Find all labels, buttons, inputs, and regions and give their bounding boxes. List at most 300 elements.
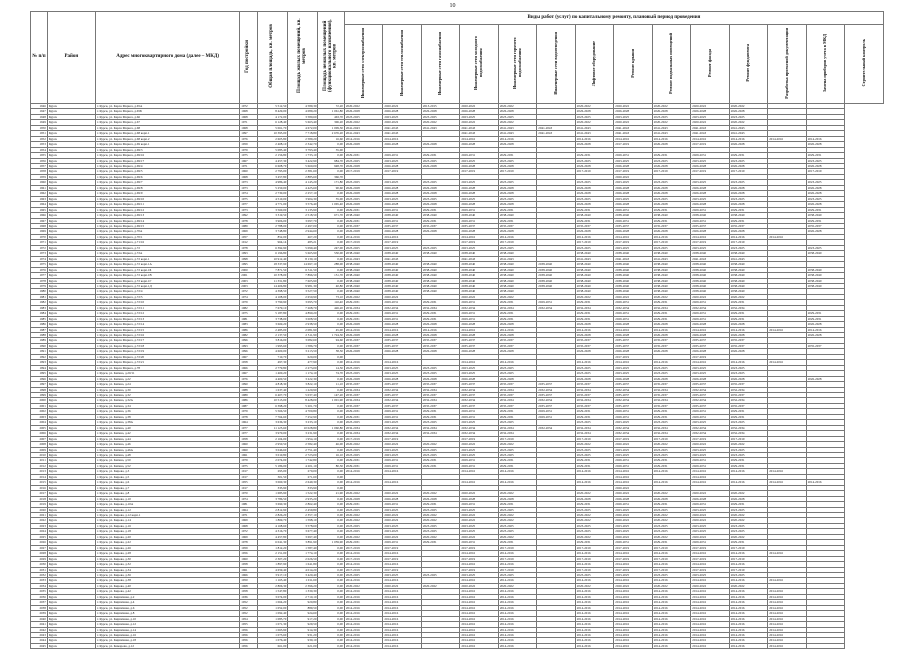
table-cell: 1 587,40 <box>288 545 318 550</box>
table-cell: 2014-2016 <box>383 578 421 583</box>
table-cell: 2020-2022 <box>691 518 729 523</box>
table-cell: 2026-2028 <box>575 142 613 147</box>
table-cell: 2003 <box>240 283 258 288</box>
table-cell: Курск <box>47 158 95 163</box>
table-cell: 2014-2016 <box>575 600 613 605</box>
table-cell: 2014-2016 <box>614 474 652 479</box>
table-cell: 4 700,80 <box>288 409 318 414</box>
table-cell: г. Курск, ул. Катина, д.36 <box>95 409 239 414</box>
table-cell: 1966 <box>240 572 258 577</box>
table-cell: 2 676,20 <box>318 131 344 136</box>
table-cell: 2020-2022 <box>691 512 729 517</box>
table-cell: 2026-2028 <box>575 191 613 196</box>
table-cell: 2 156,80 <box>258 153 288 158</box>
table-cell: 2007 <box>31 436 48 441</box>
table-cell: 2014-2016 <box>691 562 729 567</box>
table-cell: 2032-2034 <box>421 305 459 310</box>
table-cell: 2026-2028 <box>498 376 536 381</box>
table-cell: 2029-2031 <box>652 502 690 507</box>
table-cell: г. Курск, ул. Карла Маркса, д.72/5 <box>95 294 239 299</box>
table-cell: 0,00 <box>318 643 344 648</box>
table-cell: 0,00 <box>318 534 344 539</box>
table-cell: 7 268,70 <box>288 305 318 310</box>
table-cell: 6 128,40 <box>258 120 288 125</box>
table-cell: 4 201,10 <box>288 463 318 468</box>
table-cell: 2014-2016 <box>614 469 652 474</box>
table-cell: 2013-2015 <box>421 104 459 109</box>
table-cell: 2020-2022 <box>383 534 421 539</box>
table-cell: 1951 <box>31 131 48 136</box>
table-cell: 2020-2022 <box>575 518 613 523</box>
table-cell: 0,00 <box>318 632 344 637</box>
table-cell: 2032-2034 <box>575 431 613 436</box>
table-cell: 1968 <box>240 523 258 528</box>
table-cell: 2026-2028 <box>575 496 613 501</box>
table-cell: 2042 <box>31 627 48 632</box>
table-cell: 1954 <box>31 147 48 152</box>
table-cell: 2026-2028 <box>498 191 536 196</box>
table-cell: 2038-2040 <box>652 289 690 294</box>
table-cell: 2041-2043 <box>344 125 382 130</box>
table-cell: 2023-2025 <box>383 245 421 250</box>
table-cell: 1 522,30 <box>288 491 318 496</box>
table-cell: 2026-2028 <box>460 109 498 114</box>
table-cell: 2026-2028 <box>421 496 459 501</box>
table-cell: 1988 <box>31 333 48 338</box>
table-cell: 2023-2025 <box>614 507 652 512</box>
table-cell: 1 052,00 <box>258 605 288 610</box>
table-cell: 73,10 <box>318 294 344 299</box>
table-cell: 2035-2037 <box>691 382 729 387</box>
table-cell: 0,00 <box>318 431 344 436</box>
table-cell: 2035-2037 <box>498 393 536 398</box>
table-cell: 2020-2022 <box>421 534 459 539</box>
table-cell: 2014-2016 <box>691 551 729 556</box>
table-cell: г. Курск, ул. Карла Маркса, д.70/1 <box>95 234 239 239</box>
table-cell: 2014-2016 <box>691 605 729 610</box>
table-cell: 2023-2025 <box>383 196 421 201</box>
table-cell: 2 307,20 <box>258 556 288 561</box>
table-cell: 2017-2019 <box>344 169 382 174</box>
table-cell: 2017-2019 <box>575 240 613 245</box>
table-cell: 35,00 <box>318 196 344 201</box>
table-cell: Курск <box>47 262 95 267</box>
table-cell: 3 677,40 <box>288 529 318 534</box>
table-cell: 2023-2025 <box>652 180 690 185</box>
table-cell: 94,60 <box>318 338 344 343</box>
table-cell: г. Курск, ул. Карла Маркса, д.69/4 <box>95 163 239 168</box>
table-cell: 1 683,90 <box>258 491 288 496</box>
table-cell: 1 400,20 <box>258 371 288 376</box>
table-cell: 2038-2040 <box>344 278 382 283</box>
table-cell: г. Курск, ул. Карла Маркса, д.72/18 <box>95 343 239 348</box>
table-cell: 1994 <box>31 365 48 370</box>
table-cell: 5 660,00 <box>288 163 318 168</box>
table-cell: Курск <box>47 638 95 643</box>
table-cell: 2029-2031 <box>806 207 844 212</box>
table-cell: 2023-2025 <box>498 420 536 425</box>
table-cell: 2020-2022 <box>383 294 421 299</box>
table-cell: 2038-2040 <box>652 267 690 272</box>
table-cell: 2026-2028 <box>383 349 421 354</box>
table-cell: 1969 <box>240 534 258 539</box>
table-cell: 2014-2016 <box>768 632 806 637</box>
table-cell: Курск <box>47 180 95 185</box>
table-cell: Курск <box>47 218 95 223</box>
table-cell: 2014-2016 <box>691 578 729 583</box>
table-cell: 2 605,80 <box>258 136 288 141</box>
table-cell: 2032-2034 <box>460 305 498 310</box>
table-cell: Курск <box>47 283 95 288</box>
table-cell: 1979 <box>240 409 258 414</box>
table-cell: 2038-2040 <box>614 278 652 283</box>
table-cell: 2038-2040 <box>460 213 498 218</box>
table-cell: 2023-2025 <box>460 507 498 512</box>
table-cell: 2023-2025 <box>344 420 382 425</box>
table-cell: 1 092,40 <box>258 611 288 616</box>
table-cell: 2 938,50 <box>288 322 318 327</box>
table-cell: 852,00 <box>258 234 288 239</box>
table-cell: 2029-2031 <box>729 153 767 158</box>
table-cell: 2023-2025 <box>498 114 536 119</box>
table-cell: 1952 <box>31 136 48 141</box>
table-cell: Курск <box>47 223 95 228</box>
table-cell: 2014-2016 <box>691 327 729 332</box>
table-cell: 2023-2025 <box>652 365 690 370</box>
table-cell: 2032-2034 <box>729 305 767 310</box>
table-cell: 2029-2031 <box>691 458 729 463</box>
table-cell: 14,50 <box>318 365 344 370</box>
table-cell: 2030 <box>31 562 48 567</box>
table-cell: 2020-2022 <box>652 534 690 539</box>
table-cell: 710,70 <box>258 354 288 359</box>
table-cell: 2004 <box>31 420 48 425</box>
table-cell: 2020-2022 <box>460 442 498 447</box>
table-cell: 2014-2016 <box>575 594 613 599</box>
table-cell: 1956 <box>240 632 258 637</box>
table-cell: 0,00 <box>318 278 344 283</box>
table-cell: 2023-2025 <box>344 529 382 534</box>
table-cell: Курск <box>47 289 95 294</box>
table-cell: 2026-2028 <box>729 496 767 501</box>
table-cell: 2026-2028 <box>652 496 690 501</box>
table-cell: Курск <box>47 474 95 479</box>
table-cell: 2026-2028 <box>806 142 844 147</box>
table-cell: 16,10 <box>318 453 344 458</box>
table-cell: г. Курск, ул. Кирова, д.8 <box>95 491 239 496</box>
table-cell: 1960 <box>31 180 48 185</box>
table-cell: 2 710,10 <box>288 594 318 599</box>
table-cell: 2029-2031 <box>421 409 459 414</box>
table-cell: 2038 <box>31 605 48 610</box>
table-cell: 2026-2028 <box>344 333 382 338</box>
table-cell: 2038-2040 <box>614 267 652 272</box>
table-cell: 2020-2022 <box>691 583 729 588</box>
table-cell: г. Курск, ул. Кирова, д.30 <box>95 556 239 561</box>
table-cell: 0,00 <box>318 480 344 485</box>
table-cell: 2014-2016 <box>768 600 806 605</box>
table-cell: 2023-2025 <box>691 453 729 458</box>
table-cell: 2029-2031 <box>691 316 729 321</box>
table-cell: 2014-2016 <box>652 600 690 605</box>
table-cell: Курск <box>47 387 95 392</box>
table-cell: 2023-2025 <box>383 371 421 376</box>
table-cell: 2020-2022 <box>460 104 498 109</box>
table-cell: 2020-2022 <box>460 583 498 588</box>
table-cell: 2017-2019 <box>691 556 729 561</box>
table-cell: 1976 <box>31 267 48 272</box>
table-cell: 1956 <box>31 158 48 163</box>
table-cell: 2041-2043 <box>537 125 575 130</box>
table-cell: 2017-2019 <box>691 567 729 572</box>
table-cell: 4 600,00 <box>258 349 288 354</box>
table-cell: 2014-2016 <box>575 562 613 567</box>
table-cell: 2038-2040 <box>460 289 498 294</box>
table-cell: Курск <box>47 442 95 447</box>
table-cell: 2032-2034 <box>460 425 498 430</box>
table-cell: 2014-2016 <box>614 605 652 610</box>
table-cell: 2023-2025 <box>498 507 536 512</box>
table-cell: 0,00 <box>318 583 344 588</box>
table-cell: 2032-2034 <box>729 425 767 430</box>
table-cell: 2020-2022 <box>498 512 536 517</box>
table-cell: 4 986,40 <box>258 180 288 185</box>
table-cell: 0,00 <box>318 234 344 239</box>
table-cell: 1975 <box>31 262 48 267</box>
table-cell: Курск <box>47 343 95 348</box>
table-cell: 3 690,30 <box>258 502 288 507</box>
table-cell: 2029-2031 <box>383 207 421 212</box>
table-cell: г. Курск, ул. Карла Маркса, д.72/20 <box>95 354 239 359</box>
table-cell: 1917 <box>240 485 258 490</box>
table-cell: 2029-2031 <box>691 409 729 414</box>
table-cell: 2014-2016 <box>652 327 690 332</box>
table-cell: 2026-2028 <box>806 333 844 338</box>
table-cell: 0,00 <box>318 458 344 463</box>
table-cell: 2014-2016 <box>344 578 382 583</box>
table-cell: 2023-2025 <box>614 365 652 370</box>
table-cell: 2032-2034 <box>498 398 536 403</box>
table-cell: 2023-2025 <box>575 529 613 534</box>
table-cell: 2026-2028 <box>691 109 729 114</box>
table-cell: 1971 <box>31 240 48 245</box>
table-cell: 1 812,20 <box>258 545 288 550</box>
table-cell: 1960 <box>240 169 258 174</box>
table-cell: 2026-2028 <box>729 109 767 114</box>
table-cell <box>421 643 459 648</box>
table-cell: 2026-2028 <box>344 109 382 114</box>
table-cell: 2038-2040 <box>421 213 459 218</box>
table-cell: 2038-2040 <box>383 273 421 278</box>
table-cell: 2038-2040 <box>806 273 844 278</box>
table-cell: 1984 <box>31 311 48 316</box>
table-cell: Курск <box>47 431 95 436</box>
table-cell: Курск <box>47 305 95 310</box>
table-cell: 1972 <box>240 289 258 294</box>
table-cell: 2014-2016 <box>460 234 498 239</box>
table-cell: 2026-2028 <box>575 202 613 207</box>
table-cell: 2020-2022 <box>498 491 536 496</box>
table-cell: 2020-2022 <box>460 294 498 299</box>
table-cell: 2014-2016 <box>614 578 652 583</box>
table-cell: 0,00 <box>318 414 344 419</box>
table-cell: 2014-2016 <box>614 594 652 599</box>
table-cell: 2023-2025 <box>498 371 536 376</box>
table-cell: 2029-2031 <box>383 458 421 463</box>
table-cell: 0,00 <box>318 218 344 223</box>
table-cell: 2038-2040 <box>652 251 690 256</box>
table-cell: 2029-2031 <box>614 218 652 223</box>
table-cell: 2026-2028 <box>691 229 729 234</box>
table-cell: 2029-2031 <box>806 218 844 223</box>
table-cell: 2023-2025 <box>806 158 844 163</box>
table-cell: 2 826,20 <box>258 512 288 517</box>
table-cell: 2026-2028 <box>383 202 421 207</box>
table-cell: 1917 <box>240 469 258 474</box>
table-cell: 2032 <box>31 572 48 577</box>
table-cell: 2006 <box>31 431 48 436</box>
table-cell: 0,00 <box>318 169 344 174</box>
table-cell: 3 580,60 <box>288 114 318 119</box>
table-cell: 2014-2016 <box>652 611 690 616</box>
table-cell: г. Курск, ул. Кирова, д.40 <box>95 583 239 588</box>
table-cell: 2023-2025 <box>344 196 382 201</box>
table-cell: 2029-2031 <box>729 502 767 507</box>
table-cell: 0,00 <box>318 627 344 632</box>
table-cell: 2026-2028 <box>383 376 421 381</box>
table-cell: 2023-2025 <box>460 365 498 370</box>
table-cell: 2026-2028 <box>498 333 536 338</box>
table-cell: 2023 <box>31 523 48 528</box>
table-cell: 2032-2034 <box>691 387 729 392</box>
table-cell: 2020-2022 <box>498 104 536 109</box>
table-cell: 1 220,90 <box>288 387 318 392</box>
table-cell: 2020-2022 <box>460 491 498 496</box>
table-cell: 2029-2031 <box>537 409 575 414</box>
table-cell: 2017-2019 <box>460 556 498 561</box>
table-cell: 2026-2028 <box>421 376 459 381</box>
table-cell: 2026-2028 <box>498 109 536 114</box>
table-cell: 2035-2037 <box>460 382 498 387</box>
table-cell: 2026-2028 <box>729 142 767 147</box>
table-cell: 2026-2028 <box>498 322 536 327</box>
table-cell: 1912 <box>240 240 258 245</box>
table-cell: 0,00 <box>318 360 344 365</box>
table-cell: 2023-2025 <box>575 507 613 512</box>
table-cell: г. Курск, ул. Кирпичная, д.6 <box>95 605 239 610</box>
table-cell: 2029-2031 <box>344 540 382 545</box>
table-cell: 2032-2034 <box>537 305 575 310</box>
table-cell: Курск <box>47 512 95 517</box>
table-cell: 2026-2028 <box>652 322 690 327</box>
table-cell: 2026-2028 <box>806 163 844 168</box>
table-cell: 2029-2031 <box>383 311 421 316</box>
table-cell: 2001 <box>31 403 48 408</box>
table-cell: 1980 <box>31 289 48 294</box>
table-cell: 2017-2019 <box>344 436 382 441</box>
table-cell: 1973 <box>240 180 258 185</box>
table-cell: 11,10 <box>318 382 344 387</box>
table-cell: 6 398,20 <box>258 403 288 408</box>
table-cell: 2023-2025 <box>575 114 613 119</box>
table-cell: 0,00 <box>318 507 344 512</box>
table-cell: 90,60 <box>318 185 344 190</box>
table-cell: 4 457,30 <box>258 158 288 163</box>
table-cell: Курск <box>47 551 95 556</box>
table-cell: 2 885,60 <box>288 174 318 179</box>
table-cell: 1973 <box>240 207 258 212</box>
table-cell: 2023-2025 <box>729 420 767 425</box>
table-cell: 2032-2034 <box>460 387 498 392</box>
table-cell: 2041-2043 <box>652 256 690 261</box>
table-cell: 2026-2028 <box>575 109 613 114</box>
table-cell: 2014-2016 <box>614 632 652 637</box>
table-cell: 1972 <box>240 529 258 534</box>
table-cell: 2041-2043 <box>652 131 690 136</box>
table-cell: 2023-2025 <box>344 453 382 458</box>
table-cell: 2014-2016 <box>768 136 806 141</box>
table-cell: 2014-2016 <box>344 616 382 621</box>
table-cell: 2014-2016 <box>691 589 729 594</box>
table-cell: 2035-2037 <box>691 393 729 398</box>
table-cell: 3 060,30 <box>258 480 288 485</box>
table-cell: г. Курск, ул. Карла Маркса, д.69/10 <box>95 196 239 201</box>
table-cell: 2038-2040 <box>537 267 575 272</box>
table-cell: 2026-2028 <box>421 191 459 196</box>
table-cell: 2029-2031 <box>614 458 652 463</box>
table-cell: Курск <box>47 622 95 627</box>
table-cell: 2023-2025 <box>691 114 729 119</box>
table-cell: 2020-2022 <box>614 104 652 109</box>
table-cell: 2014-2016 <box>768 589 806 594</box>
table-cell: 0,00 <box>318 622 344 627</box>
table-cell: 2023-2025 <box>614 180 652 185</box>
table-cell: Курск <box>47 174 95 179</box>
table-cell: Курск <box>47 278 95 283</box>
table-cell: 1976 <box>240 136 258 141</box>
table-cell: 2023-2025 <box>614 447 652 452</box>
table-cell: 2017-2019 <box>498 556 536 561</box>
table-cell: 1947 <box>31 109 48 114</box>
table-cell: 2026-2028 <box>498 496 536 501</box>
table-cell: 2 081,90 <box>288 327 318 332</box>
table-cell: 2032-2034 <box>652 425 690 430</box>
table-cell: 2017-2019 <box>498 169 536 174</box>
table-cell: 2 582,40 <box>288 442 318 447</box>
table-cell: 2023-2025 <box>691 365 729 370</box>
table-cell: 621,00 <box>288 643 318 648</box>
table-cell: г. Курск, ул. Кирова, д.28 <box>95 551 239 556</box>
table-cell: 2041-2043 <box>344 131 382 136</box>
table-cell: 2026-2028 <box>729 349 767 354</box>
table-cell: 3 319,50 <box>258 213 288 218</box>
table-cell: 1960 <box>240 556 258 561</box>
table-cell: 2023-2025 <box>614 572 652 577</box>
table-cell: Курск <box>47 463 95 468</box>
table-cell: 2041-2043 <box>575 256 613 261</box>
table-cell: 2014-2016 <box>652 469 690 474</box>
table-cell: 2020-2022 <box>729 512 767 517</box>
table-cell: 2026-2028 <box>691 322 729 327</box>
table-cell: г. Курск, ул. Карла Маркса, д.68 корп.1 <box>95 131 239 136</box>
table-cell: г. Курск, ул. Катина, д.50 <box>95 458 239 463</box>
table-cell: 2038-2040 <box>498 278 536 283</box>
table-cell: 1982 <box>240 333 258 338</box>
table-cell: 1979 <box>240 300 258 305</box>
table-cell: 2014-2016 <box>729 600 767 605</box>
table-cell: г. Курск, ул. Кирова, д.34 <box>95 567 239 572</box>
table-cell: 2029-2031 <box>614 463 652 468</box>
